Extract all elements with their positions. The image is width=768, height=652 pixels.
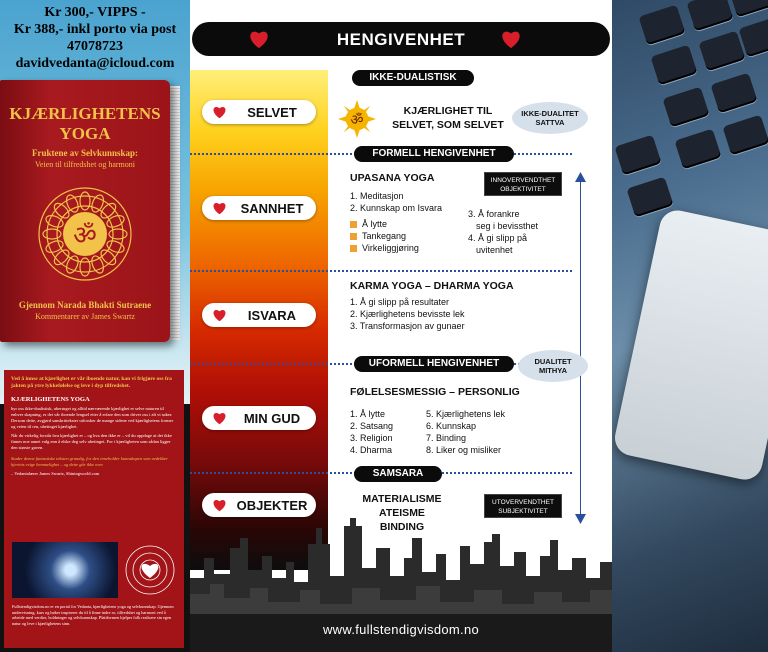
book-title-line2: YOGA: [59, 124, 111, 143]
level-label: SANNHET: [240, 201, 304, 216]
keyboard-key: [722, 115, 768, 156]
list-item: 3. Religion: [350, 433, 393, 443]
list-item: 2. Kjærlighetens bevisste lek: [350, 309, 465, 319]
oval-ikke-dualitet: [512, 102, 588, 134]
price-line-2: Kr 388,- inkl porto via post: [13, 22, 177, 37]
level-sannhet: [202, 196, 316, 220]
list-item: 1. Å gi slipp på resultater: [350, 297, 450, 307]
heart-icon: [500, 29, 522, 49]
svg-text:ॐ: ॐ: [350, 112, 364, 129]
back-paragraph-2: Når du virkelig forstår hva kjærlighet er – og hva den ikke er – vil du oppdage at det ikke finnes noe annet valg enn å elske deg selv ubetinget. For i kjærligheten som sådan ligger den største gaven.: [11, 433, 172, 450]
karma-list: [350, 296, 465, 332]
left-promo-panel: [0, 0, 190, 652]
svg-text:ॐ: ॐ: [73, 221, 97, 251]
list-item: 2. Kunnskap om Isvara: [350, 203, 443, 213]
mandala-petal: [109, 229, 127, 239]
keyboard-key: [650, 45, 697, 86]
page-title: HENGIVENHET: [336, 30, 466, 49]
list-item: 3. Å forankre: [468, 209, 520, 219]
oval-dualitet: [518, 350, 588, 382]
heart-icon: [212, 411, 227, 425]
book-footer: Gjennom Narada Bhakti Sutraene: [18, 300, 152, 310]
list-item: BINDING: [379, 521, 425, 533]
oval-line: IKKE-DUALITET: [521, 109, 579, 118]
list-item: [350, 230, 442, 242]
price-info: [4, 4, 186, 72]
book-pages: [170, 86, 180, 340]
bullet-square-icon: [350, 233, 357, 240]
upasana-title: UPASANA YOGA: [350, 172, 435, 184]
email: davidvedanta@icloud.com: [15, 56, 175, 71]
divider: [190, 270, 572, 272]
title-bar: [192, 22, 610, 56]
arrow-up-icon: [575, 172, 586, 182]
list-item: 2. Satsang: [350, 421, 394, 431]
back-footer: Fullstendigvisdom.no er en portal for Vedanta, kjærlighetens yoga og selvkunnskap. Gjennom undervisning, kurs og bøker inspirerer du til å finne indre ro, tilfredshet og harmoni ved å arbeide med verdier, holdninger og selvkunnskap. Plattformen hjelper folk realisere sin egen natur og leve i kjærlighetens sinn.: [12, 604, 174, 626]
smartphone: [612, 207, 768, 483]
book-cover: [0, 80, 170, 342]
list-item: 5. Kjærlighetens lek: [426, 409, 506, 419]
vertical-axis-line: [580, 180, 581, 516]
box-line: OBJEKTIVITET: [500, 186, 546, 193]
bullet-text: Virkeliggjøring: [362, 243, 419, 253]
phone-number: 47078723: [67, 39, 123, 54]
box-utovervendthet: [484, 494, 562, 518]
section-head-ikke-dualistisk: IKKE-DUALISTISK: [352, 70, 474, 86]
list-item: 7. Binding: [426, 433, 467, 443]
mandala-petal: [43, 229, 61, 239]
list-item: 1. Meditasjon: [350, 191, 404, 201]
bullet-text: Tankegang: [362, 231, 407, 241]
level-label: SELVET: [247, 105, 297, 120]
level-label: OBJEKTER: [236, 498, 308, 513]
list-item: seg i bevissthet: [476, 221, 539, 231]
level-min-gud: [202, 406, 316, 430]
galaxy-image: [12, 542, 118, 598]
list-item: uvitenhet: [476, 245, 513, 255]
level-label: MIN GUD: [243, 411, 301, 426]
infographic: [190, 0, 612, 652]
non-dual-line: KJÆRLIGHET TIL: [403, 105, 493, 117]
box-line: INNOVERVENDTHET: [490, 177, 556, 184]
section-head-formell: FORMELL HENGIVENHET: [354, 146, 514, 162]
keyboard-key: [662, 87, 709, 128]
oval-line: SATTVA: [535, 118, 565, 127]
book-subtitle-2: Veien til tilfredshet og harmoni: [35, 160, 135, 169]
book-title-line1: KJÆRLIGHETENS: [9, 104, 161, 123]
non-dual-text: [390, 104, 506, 132]
list-item: MATERIALISME: [362, 493, 442, 505]
price-line-1: Kr 300,- VIPPS -: [44, 5, 146, 20]
book-title: [0, 104, 170, 144]
list-item: 4. Dharma: [350, 445, 393, 455]
non-dual-line: SELVET, SOM SELVET: [392, 119, 504, 131]
level-objekter: [202, 493, 316, 517]
list-item: 8. Liker og misliker: [426, 445, 502, 455]
bullet-square-icon: [350, 221, 357, 228]
keyboard-key: [626, 177, 673, 218]
list-item: 1. Å lytte: [350, 409, 386, 419]
level-isvara: [202, 303, 316, 327]
list-item: 6. Kunnskap: [426, 421, 477, 431]
box-line: SUBJEKTIVITET: [498, 508, 548, 515]
level-label: ISVARA: [247, 308, 297, 323]
keyboard-key: [728, 0, 768, 17]
list-item: 3. Transformasjon av gunaer: [350, 321, 465, 331]
back-quote: Studer denne fantastiske teksten grundig, for den inneholder kunnskapen som avdekker hjertets evige hemmelighet – og dette går ikke over.: [11, 456, 168, 467]
mandala-heart-icon: [122, 540, 178, 600]
back-heading: KJÆRLIGHETENS YOGA: [11, 396, 90, 403]
book-author: Kommentarer av James Swartz: [35, 312, 135, 321]
keyboard-key: [674, 129, 721, 170]
book-back-cover: [4, 370, 184, 648]
keyboard-key: [638, 5, 685, 46]
keyboard-key: [710, 73, 757, 114]
keyboard-key: [686, 0, 733, 31]
oval-line: DUALITET: [534, 357, 572, 366]
back-quote-author: – Vedantalærer James Swartz, Shiningworld.com: [11, 471, 100, 476]
list-item: [350, 242, 442, 254]
keyboard-key: [698, 31, 745, 72]
section-head-uformell: UFORMELL HENGIVENHET: [354, 356, 514, 372]
list-item: ATEISME: [379, 507, 425, 519]
oval-line: MITHYA: [538, 366, 568, 375]
laptop-photo: [612, 0, 768, 652]
formal-list: [350, 190, 442, 254]
bullet-text: Å lytte: [362, 219, 388, 229]
heart-icon: [212, 201, 227, 215]
informal-list-right: [426, 408, 505, 456]
bullet-square-icon: [350, 245, 357, 252]
list-item: [350, 218, 442, 230]
heart-icon: [212, 105, 227, 119]
back-paragraph-1: byr oss ikke-dualistisk, uberørget og alltid nærværende kjærlighet er selve naturen til enhver skapning, er det vår iboende lengsel etter å erfare den som driver oss i alt vi søker. Dersom dette, avgjørd sanskrittekster utforsker de mange sidene ved kjærlighetens former og veien til ren, ubetinget kjærlighet.: [11, 406, 174, 429]
keyboard-key: [614, 135, 661, 176]
heart-icon: [212, 498, 227, 512]
mandala-petal: [80, 192, 90, 210]
box-innovervendthet: [484, 172, 562, 196]
informal-list-left: [350, 408, 393, 456]
formal-list-right: [468, 208, 538, 256]
karma-title: KARMA YOGA – DHARMA YOGA: [350, 280, 514, 292]
mandala-om-icon: [35, 184, 135, 284]
list-item: 4. Å gi slipp på: [468, 233, 528, 243]
mandala-petal: [80, 258, 90, 276]
website-url[interactable]: www.fullstendigvisdom.no: [322, 622, 480, 637]
personal-title: FØLELSESMESSIG – PERSONLIG: [350, 386, 520, 398]
om-icon: [338, 100, 376, 138]
section-head-samsara: SAMSARA: [354, 466, 442, 482]
back-lead: Ved å innse at kjærlighet er vår iboende natur, kan vi frigjøre oss fra jakten på ytre lykkefølelse og leve i dyp tilfredshet.: [11, 376, 172, 389]
level-selvet: [202, 100, 316, 124]
box-line: UTOVERVENDTHET: [492, 499, 554, 506]
book-subtitle: Fruktene av Selvkunnskap:: [31, 148, 139, 158]
heart-icon: [212, 308, 227, 322]
